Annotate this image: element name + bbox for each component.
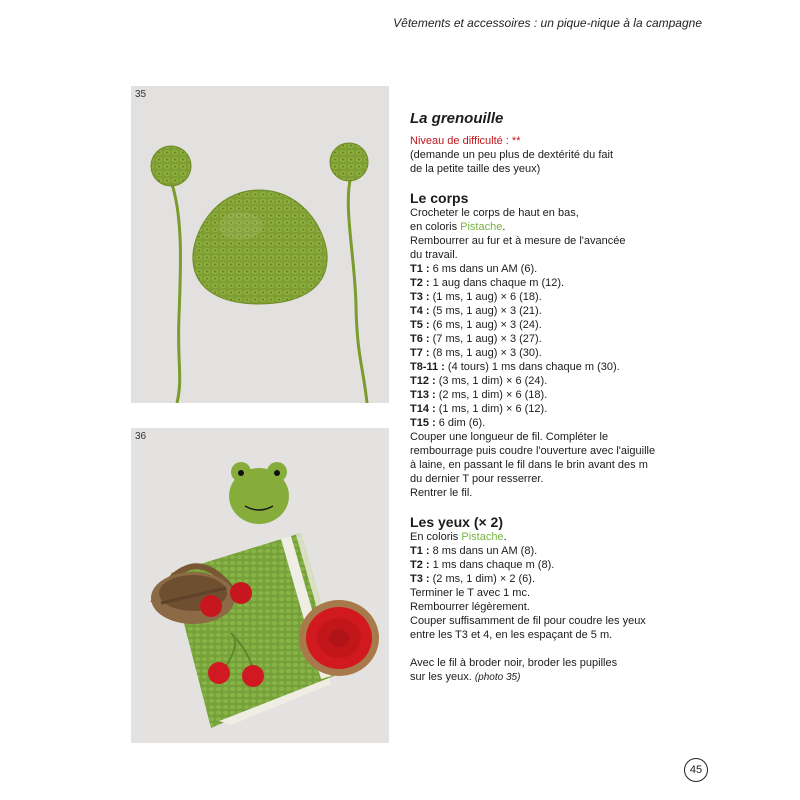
photo-reference: (photo 35) <box>474 672 521 683</box>
round-text: (4 tours) 1 ms dans chaque m (30). <box>444 361 620 373</box>
section-title-eyes: Les yeux (× 2) <box>410 514 503 530</box>
finish-line: Terminer le T avec 1 mc. <box>410 587 531 599</box>
pie <box>299 600 379 676</box>
round-label: T2 : <box>410 559 430 571</box>
eyes-intro-prefix: En coloris <box>410 531 459 543</box>
picnic-scene-illustration <box>131 428 389 743</box>
round-text: (1 ms, 1 dim) × 6 (12). <box>435 403 548 415</box>
round-label: T7 : <box>410 347 430 359</box>
finish-line: Rembourrer légèrement. <box>410 601 530 613</box>
frog-body <box>193 190 327 304</box>
difficulty-label: Niveau de difficulté : <box>410 135 509 147</box>
body-intro-3: Rembourrer au fur et à mesure de l'avancée <box>410 235 626 247</box>
round-label: T3 : <box>410 573 430 585</box>
difficulty-line <box>410 134 700 148</box>
round-text: (2 ms, 1 dim) × 2 (6). <box>429 573 536 585</box>
round-label: T4 : <box>410 305 430 317</box>
difficulty-note-2: de la petite taille des yeux) <box>410 163 541 175</box>
round-text: (5 ms, 1 aug) × 3 (21). <box>429 305 542 317</box>
running-head: Vêtements et accessoires : un pique-nique à la campagne <box>393 16 702 30</box>
finish-line: du dernier T pour resserrer. <box>410 473 544 485</box>
finish-line: Couper suffisamment de fil pour coudre les yeux <box>410 615 646 627</box>
round-label: T13 : <box>410 389 436 401</box>
round-line <box>410 572 700 586</box>
round-line <box>410 558 700 572</box>
round-line <box>410 374 700 388</box>
round-label: T8-11 : <box>410 361 445 373</box>
round-text: (2 ms, 1 dim) × 6 (18). <box>435 389 548 401</box>
round-label: T12 : <box>410 375 436 387</box>
photo-36 <box>131 428 389 743</box>
pattern-text-column <box>410 110 700 685</box>
round-text: (7 ms, 1 aug) × 3 (27). <box>429 333 542 345</box>
round-label: T1 : <box>410 545 430 557</box>
round-line <box>410 416 700 430</box>
crochet-body-and-eyes-illustration <box>131 86 389 403</box>
body-intro-2-prefix: en coloris <box>410 221 458 233</box>
round-line <box>410 304 700 318</box>
eye-piece-right <box>330 143 368 181</box>
round-line <box>410 402 700 416</box>
round-line <box>410 262 700 276</box>
round-text: (6 ms, 1 aug) × 3 (24). <box>429 319 542 331</box>
round-line <box>410 388 700 402</box>
finish-line: Couper une longueur de fil. Compléter le <box>410 431 609 443</box>
round-text: 8 ms dans un AM (8). <box>429 545 538 557</box>
finish-line: rembourrage puis coudre l'ouverture avec l'aiguille <box>410 445 656 457</box>
page-number: 45 <box>684 758 708 782</box>
round-text: (1 ms, 1 aug) × 6 (18). <box>429 291 542 303</box>
round-line <box>410 276 700 290</box>
round-label: T14 : <box>410 403 436 415</box>
color-name: Pistache <box>460 221 503 233</box>
body-intro-4: du travail. <box>410 249 458 261</box>
round-text: 6 dim (6). <box>435 417 486 429</box>
round-label: T6 : <box>410 333 430 345</box>
body-intro-2-suffix: . <box>502 221 506 233</box>
round-text: (3 ms, 1 dim) × 6 (24). <box>435 375 548 387</box>
round-label: T3 : <box>410 291 430 303</box>
photo-number: 35 <box>135 89 147 100</box>
eye-piece-left <box>151 146 191 186</box>
frog-figure <box>229 462 289 524</box>
photo-number: 36 <box>135 431 147 442</box>
round-line <box>410 332 700 346</box>
body-intro-1: Crocheter le corps de haut en bas, <box>410 207 579 219</box>
round-label: T5 : <box>410 319 430 331</box>
round-label: T1 : <box>410 263 430 275</box>
round-text: 6 ms dans un AM (6). <box>429 263 538 275</box>
photo-35 <box>131 86 389 403</box>
finish-line: entre les T3 et 4, en les espaçant de 5 m. <box>410 629 613 641</box>
embroidery-note-1: Avec le fil à broder noir, broder les pupilles <box>410 657 618 669</box>
round-line <box>410 544 700 558</box>
round-text: 1 aug dans chaque m (12). <box>429 277 565 289</box>
round-line <box>410 360 700 374</box>
difficulty-value: ** <box>511 135 521 147</box>
round-line <box>410 318 700 332</box>
embroidery-note-2-text: sur les yeux. <box>410 671 472 683</box>
color-name: Pistache <box>461 531 504 543</box>
round-line <box>410 290 700 304</box>
body-intro-2 <box>410 220 700 234</box>
finish-line: à laine, en passant le fil dans le brin avant des m <box>410 459 648 471</box>
finish-line: Rentrer le fil. <box>410 487 473 499</box>
round-text: (8 ms, 1 aug) × 3 (30). <box>429 347 542 359</box>
yarn-tail-left <box>171 181 181 403</box>
pattern-title: La grenouille <box>410 110 504 127</box>
eyes-intro <box>410 530 700 544</box>
round-text: 1 ms dans chaque m (8). <box>429 559 555 571</box>
round-label: T15 : <box>410 417 436 429</box>
section-title-body: Le corps <box>410 190 469 206</box>
yarn-tail-right <box>348 176 367 403</box>
embroidery-note-2 <box>410 670 700 685</box>
difficulty-note-1: (demande un peu plus de dextérité du fait <box>410 149 614 161</box>
round-label: T2 : <box>410 277 430 289</box>
round-line <box>410 346 700 360</box>
eyes-intro-suffix: . <box>503 531 507 543</box>
